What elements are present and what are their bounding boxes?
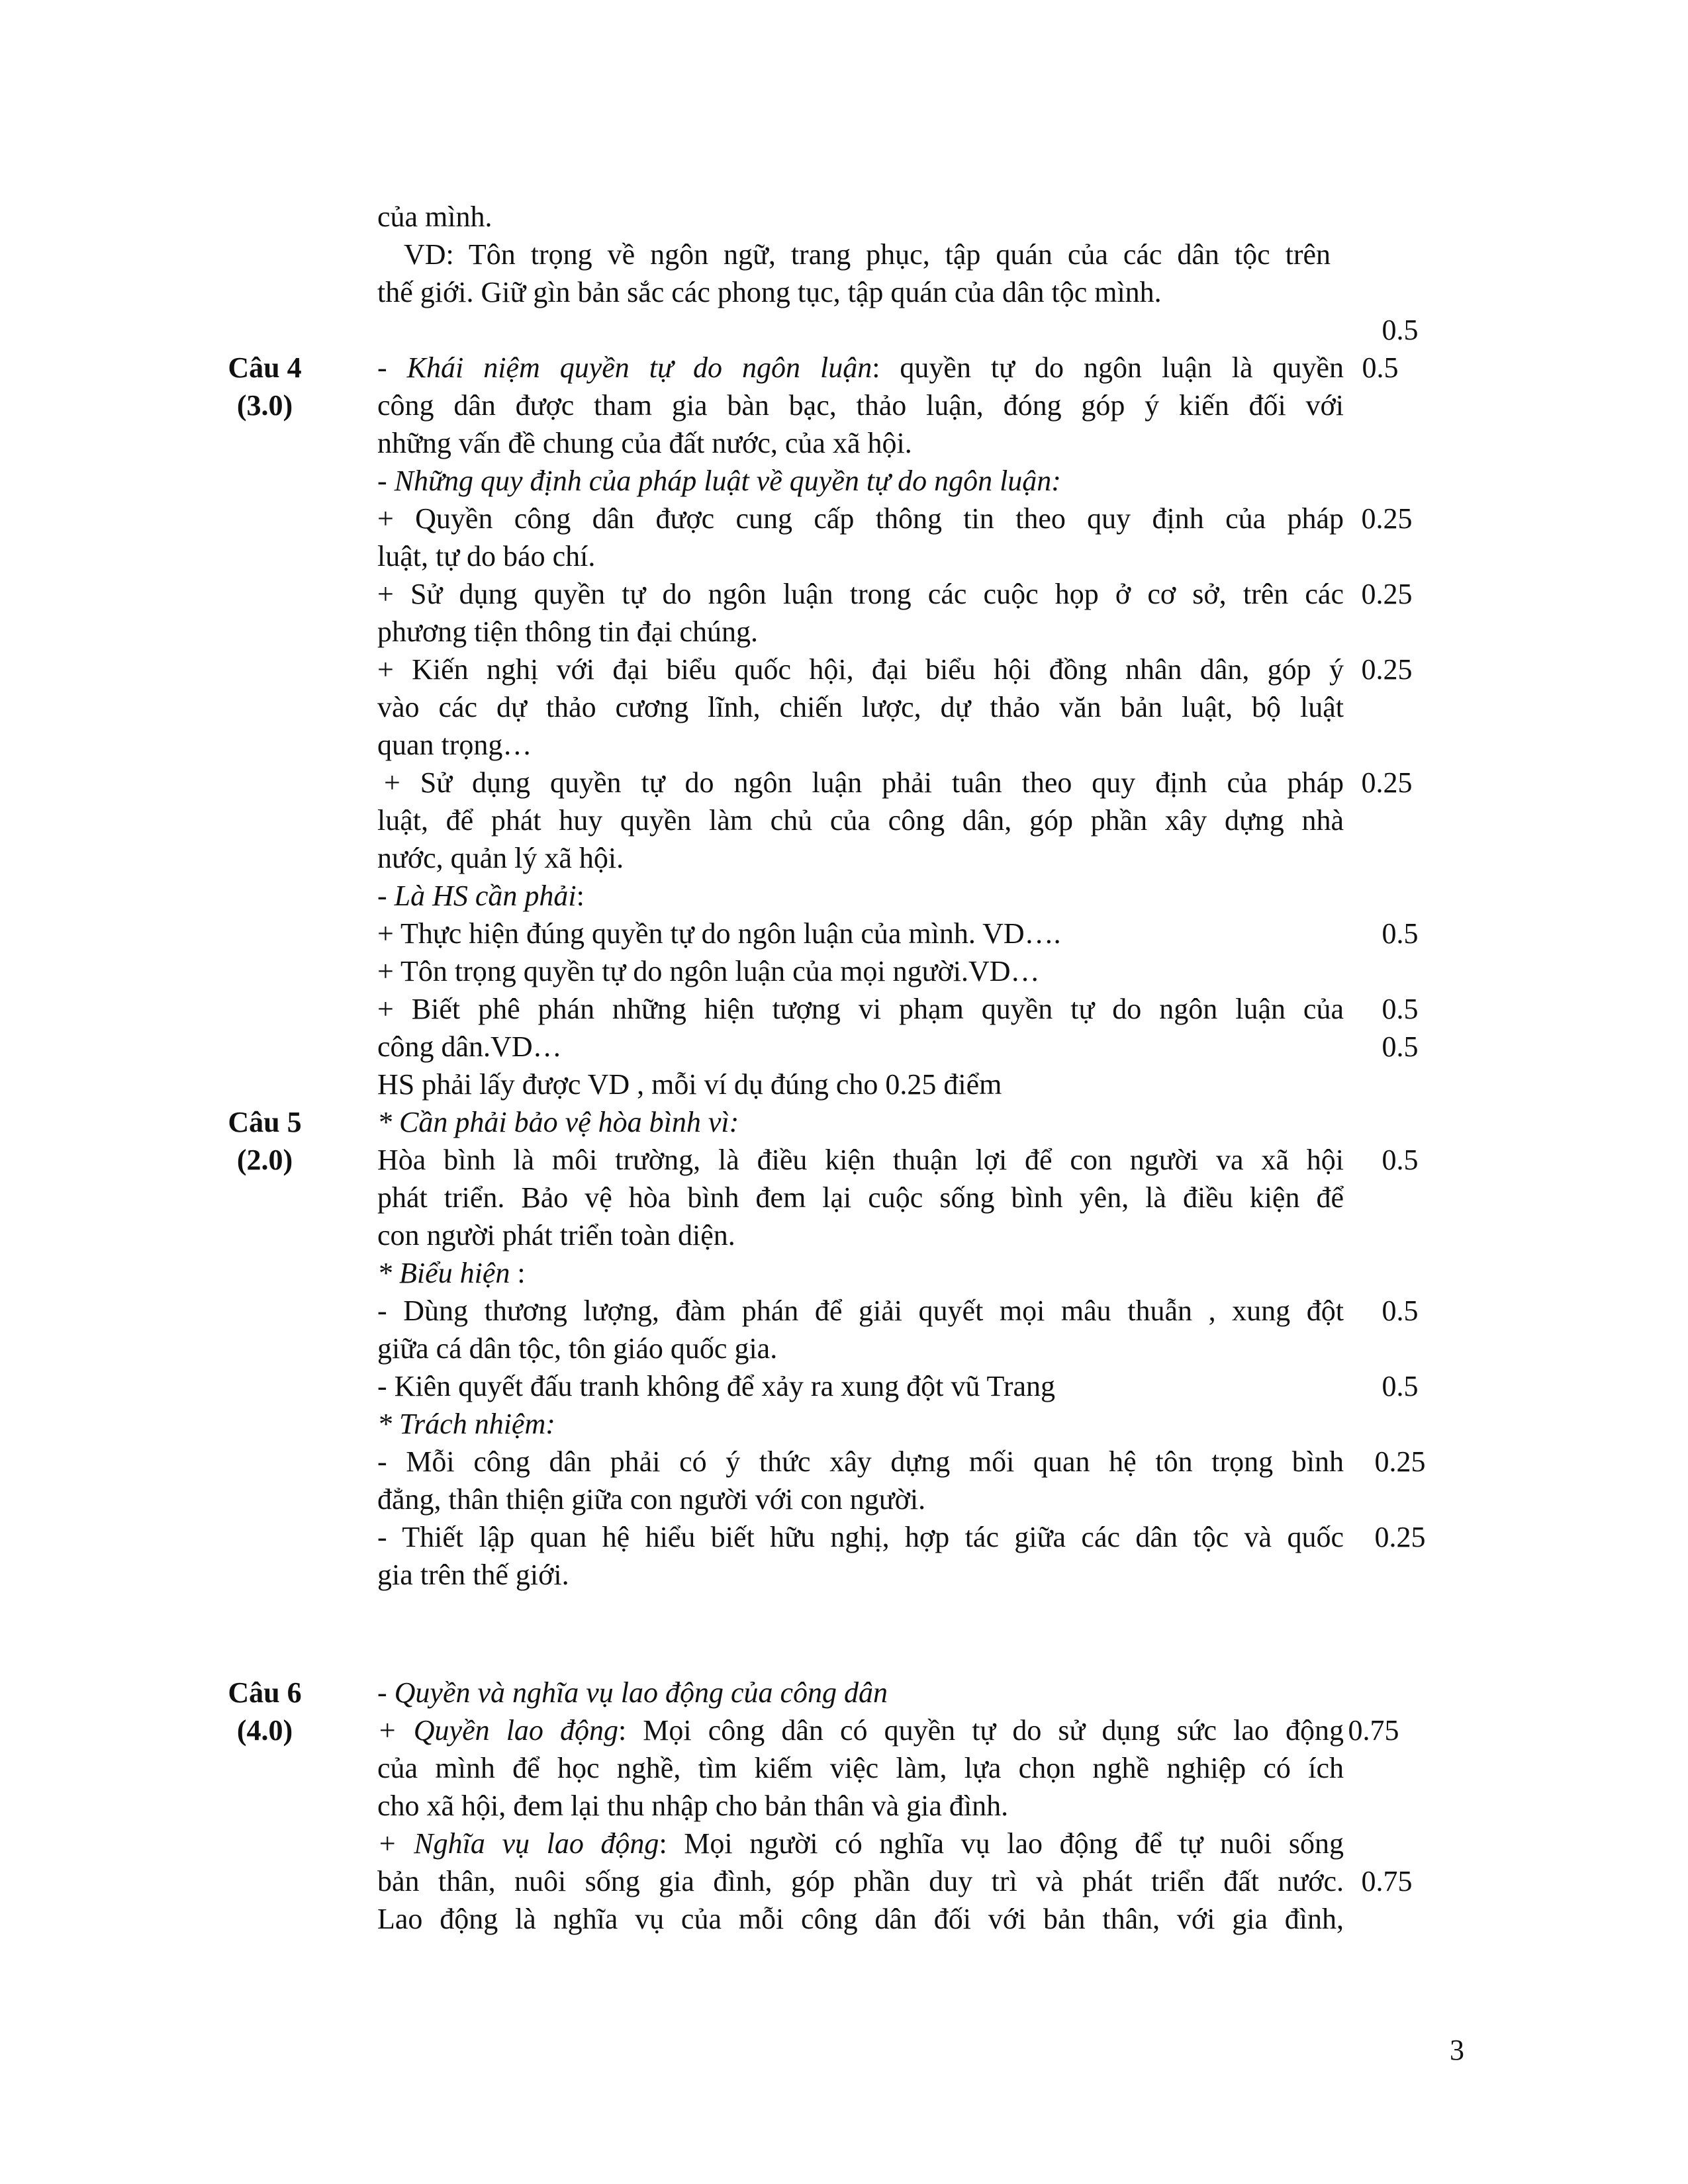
q4-rules-heading: - Những quy định của pháp luật về quyền tự do ngôn luận: [377, 465, 1061, 497]
q6-duty-term: + Nghĩa vụ lao động [377, 1827, 659, 1860]
q6-heading: - Quyền và nghĩa vụ lao động của công dân [377, 1676, 888, 1709]
q5-expression-heading [377, 1255, 1344, 1292]
q5-responsibility-1-line-2: đẳng, thân thiện giữa con người với con người. [377, 1483, 926, 1516]
q6-duty-line-3: Lao động là nghĩa vụ của mỗi công dân đối với bản thân, với gia đình, [377, 1903, 1344, 1935]
q4-rule-4-line-1: + Sử dụng quyền tự do ngôn luận phải tuân theo quy định của pháp [384, 766, 1344, 799]
q6-duty-score: 0.75 [1361, 1865, 1413, 1897]
question-5-points: (2.0) [236, 1144, 293, 1176]
q4-rule-2-score: 0.25 [1361, 578, 1413, 610]
q6-right-term: + Quyền lao động [377, 1714, 618, 1747]
q4-hs-item-3-score: 0.5 [1382, 993, 1419, 1025]
q5-expression-heading-text: * Biểu hiện [377, 1257, 510, 1289]
q4-rule-3-line-2: vào các dự thảo cương lĩnh, chiến lược, dự thảo văn bản luật, bộ luật [377, 691, 1344, 723]
q5-why-score: 0.5 [1382, 1144, 1419, 1176]
q6-right-score: 0.75 [1348, 1714, 1399, 1747]
q5-expression-2-score: 0.5 [1382, 1370, 1419, 1402]
q4-rule-3-line-1: + Kiến nghị với đại biểu quốc hội, đại biểu hội đồng nhân dân, góp ý [377, 653, 1344, 686]
q6-right-line-3: cho xã hội, đem lại thu nhập cho bản thân và gia đình. [377, 1790, 1009, 1822]
q4-rule-1-score: 0.25 [1361, 502, 1413, 535]
q6-right-line-2: của mình để học nghề, tìm kiếm việc làm, lựa chọn nghề nghiệp có ích [377, 1752, 1344, 1784]
q5-why-line-2: phát triển. Bảo vệ hòa bình đem lại cuộc sống bình yên, là điều kiện để [377, 1181, 1344, 1214]
question-4-points: (3.0) [236, 389, 293, 422]
q5-responsibility-heading: * Trách nhiệm: [377, 1408, 555, 1440]
q4-hs-item-4-score: 0.5 [1382, 1030, 1419, 1063]
question-6-points: (4.0) [236, 1714, 293, 1747]
q6-duty-line-2: bản thân, nuôi sống gia đình, góp phần duy trì và phát triển đất nước. [377, 1865, 1344, 1897]
intro-line-2: VD: Tôn trọng về ngôn ngữ, trang phục, tập quán của các dân tộc trên [404, 238, 1331, 271]
q4-hs-item-2: + Tôn trọng quyền tự do ngôn luận của mọi người.VD… [377, 955, 1040, 987]
q4-hs-item-1: + Thực hiện đúng quyền tự do ngôn luận của mình. VD…. [377, 917, 1061, 950]
intro-score: 0.5 [1382, 314, 1419, 346]
q4-rule-3-score: 0.25 [1361, 653, 1413, 686]
q4-concept-rest: : quyền tự do ngôn luận là quyền [872, 351, 1344, 384]
q5-expression-heading-colon: : [510, 1257, 526, 1289]
question-5-label: Câu 5 [228, 1106, 302, 1138]
q4-concept-line-1 [377, 349, 1344, 387]
intro-line-1: của mình. [377, 201, 492, 233]
q5-responsibility-1-line-1: - Mỗi công dân phải có ý thức xây dựng mối quan hệ tôn trọng bình [377, 1445, 1344, 1478]
q4-rule-3-line-3: quan trọng… [377, 729, 532, 761]
q6-duty-rest: : Mọi người có nghĩa vụ lao động để tự nuôi sống [659, 1827, 1344, 1860]
q5-expression-1-line-1: - Dùng thương lượng, đàm phán để giải quyết mọi mâu thuẫn , xung đột [377, 1295, 1344, 1327]
q5-responsibility-1-score: 0.25 [1374, 1445, 1426, 1478]
q6-right-rest: : Mọi công dân có quyền tự do sử dụng sức lao động [618, 1714, 1344, 1747]
q4-rule-2-line-1: + Sử dụng quyền tự do ngôn luận trong các cuộc họp ở cơ sở, trên các [377, 578, 1344, 610]
q4-hs-item-1-score: 0.5 [1382, 917, 1419, 950]
q4-hs-heading [377, 878, 1344, 915]
q4-rule-1-line-1: + Quyền công dân được cung cấp thông tin theo quy định của pháp [377, 502, 1344, 535]
q4-rule-4-line-2: luật, để phát huy quyền làm chủ của công dân, góp phần xây dựng nhà [377, 804, 1344, 837]
q4-rule-4-line-3: nước, quản lý xã hội. [377, 842, 624, 874]
q4-concept-score: 0.5 [1362, 351, 1399, 384]
q4-hs-heading-text: - Là HS cần phải [377, 880, 577, 912]
q5-why-heading: * Cần phải bảo vệ hòa bình vì: [377, 1106, 739, 1138]
q6-right-line-1 [377, 1712, 1344, 1749]
q4-rule-2-line-2: phương tiện thông tin đại chúng. [377, 615, 759, 648]
question-4-label: Câu 4 [228, 351, 302, 384]
q4-hs-item-3-line-2: công dân.VD… [377, 1030, 562, 1063]
question-6-label: Câu 6 [228, 1676, 302, 1709]
q4-hs-heading-colon: : [576, 880, 585, 912]
q4-hs-item-3-line-1: + Biết phê phán những hiện tượng vi phạm quyền tự do ngôn luận của [377, 993, 1344, 1025]
q4-concept-term: - Khái niệm quyền tự do ngôn luận [377, 351, 872, 384]
q5-why-line-3: con người phát triển toàn diện. [377, 1219, 735, 1251]
q5-why-line-1: Hòa bình là môi trường, là điều kiện thuận lợi để con người va xã hội [377, 1144, 1344, 1176]
q5-expression-2: - Kiên quyết đấu tranh không để xảy ra xung đột vũ Trang [377, 1370, 1056, 1402]
q4-rule-4-score: 0.25 [1361, 766, 1413, 799]
q4-concept-line-2: công dân được tham gia bàn bạc, thảo luận, đóng góp ý kiến đối với [377, 389, 1344, 422]
q5-responsibility-2-line-2: gia trên thế giới. [377, 1559, 569, 1591]
page-number: 3 [1450, 2034, 1464, 2066]
q5-expression-1-score: 0.5 [1382, 1295, 1419, 1327]
q4-concept-line-3: những vấn đề chung của đất nước, của xã hội. [377, 427, 912, 459]
q5-responsibility-2-score: 0.25 [1374, 1521, 1426, 1553]
q4-note: HS phải lấy được VD , mỗi ví dụ đúng cho 0.25 điểm [377, 1068, 1002, 1101]
q6-duty-line-1 [377, 1825, 1344, 1862]
q5-expression-1-line-2: giữa cá dân tộc, tôn giáo quốc gia. [377, 1332, 778, 1365]
q5-responsibility-2-line-1: - Thiết lập quan hệ hiểu biết hữu nghị, hợp tác giữa các dân tộc và quốc [377, 1521, 1344, 1553]
intro-line-3: thế giới. Giữ gìn bản sắc các phong tục, tập quán của dân tộc mình. [377, 276, 1162, 308]
q4-rule-1-line-2: luật, tự do báo chí. [377, 540, 596, 572]
